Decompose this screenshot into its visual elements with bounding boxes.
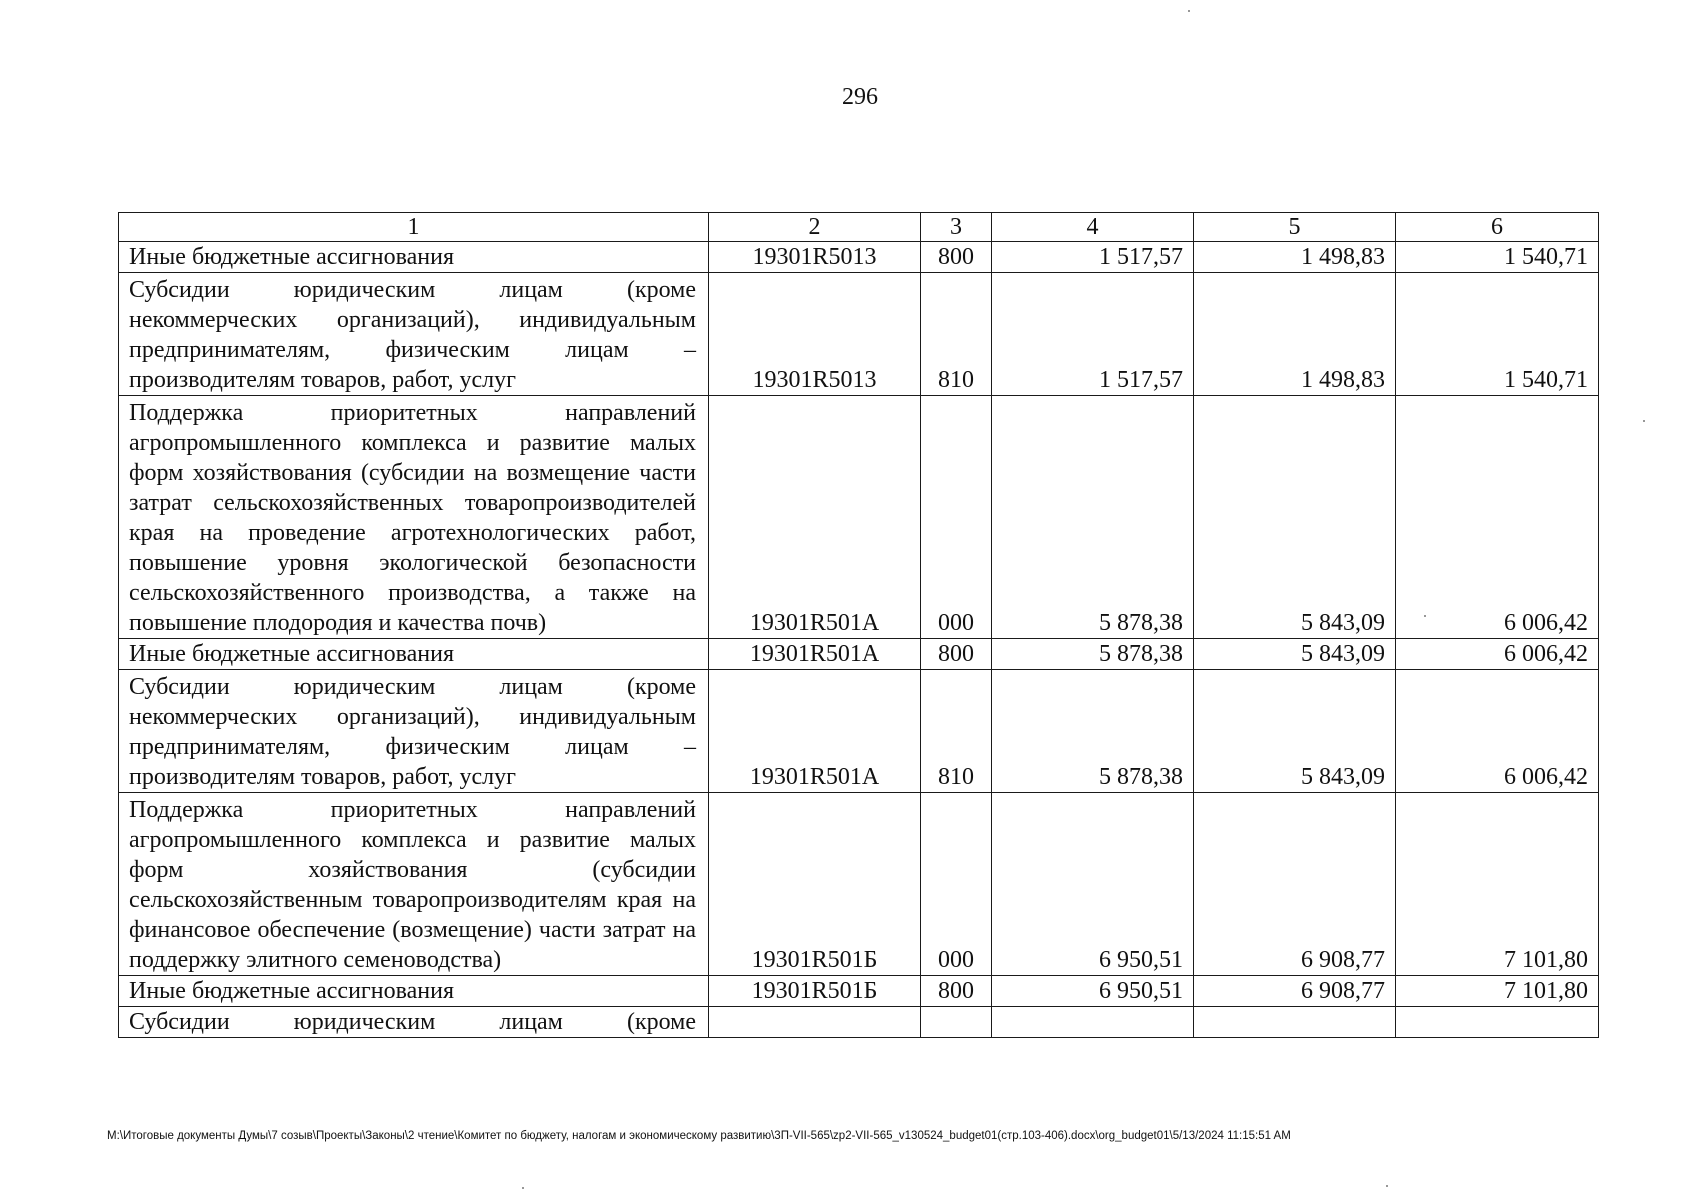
- row-target-code: 19301R501Б: [709, 793, 921, 976]
- scan-speck: [522, 1187, 524, 1189]
- table-row: [119, 670, 1599, 793]
- column-header: 6: [1396, 213, 1599, 242]
- scan-speck: [1643, 420, 1645, 422]
- row-target-code: 19301R5013: [709, 242, 921, 273]
- row-name: Субсидии юридическим лицам (кроме: [119, 1007, 709, 1038]
- table-row: [119, 639, 1599, 670]
- column-header: 3: [921, 213, 992, 242]
- row-amount-col5: 6 908,77: [1194, 793, 1396, 976]
- row-amount-col4: 6 950,51: [992, 793, 1194, 976]
- row-expense-type: 000: [921, 793, 992, 976]
- row-amount-col5: 5 843,09: [1194, 639, 1396, 670]
- row-amount-col6: 1 540,71: [1396, 273, 1599, 396]
- column-header: 1: [119, 213, 709, 242]
- row-amount-col6: 6 006,42: [1396, 396, 1599, 639]
- row-expense-type: 800: [921, 976, 992, 1007]
- row-amount-col6: 1 540,71: [1396, 242, 1599, 273]
- row-name: Субсидии юридическим лицам (кроме некоммерческих организаций), индивидуальным предпринимателям, физическим лицам – производителям товаров, работ, услуг: [119, 273, 709, 396]
- table-row: [119, 273, 1599, 396]
- row-expense-type: 800: [921, 242, 992, 273]
- table-row: [119, 793, 1599, 976]
- row-expense-type: 000: [921, 396, 992, 639]
- row-target-code: 19301R501A: [709, 396, 921, 639]
- document-file-path: M:\Итоговые документы Думы\7 созыв\Проекты\Законы\2 чтение\Комитет по бюджету, налогам и экономическому развитию\3П-VII-565\zp2-VII-565_v130524_budget01(стр.103-406).docx\org_budget01\5/13/2024 11:15:51 AM: [107, 1130, 1291, 1142]
- row-target-code: [709, 1007, 921, 1038]
- row-amount-col4: 6 950,51: [992, 976, 1194, 1007]
- table-row: [119, 242, 1599, 273]
- row-expense-type: [921, 1007, 992, 1038]
- row-amount-col6: 6 006,42: [1396, 670, 1599, 793]
- row-name: Иные бюджетные ассигнования: [119, 242, 709, 273]
- scan-speck: [1386, 1185, 1388, 1187]
- row-expense-type: 800: [921, 639, 992, 670]
- row-target-code: 19301R5013: [709, 273, 921, 396]
- row-amount-col4: 5 878,38: [992, 639, 1194, 670]
- row-name: Иные бюджетные ассигнования: [119, 639, 709, 670]
- row-target-code: 19301R501A: [709, 639, 921, 670]
- row-amount-col4: 1 517,57: [992, 242, 1194, 273]
- row-name: Поддержка приоритетных направлений агропромышленного комплекса и развитие малых форм хозяйствования (субсидии сельскохозяйственным товаропроизводителям края на финансовое обеспечение (возмещение) части затрат на поддержку элитного семеноводства): [119, 793, 709, 976]
- row-amount-col5: [1194, 1007, 1396, 1038]
- table-row: [119, 976, 1599, 1007]
- scan-speck: [1424, 615, 1426, 617]
- column-header: 5: [1194, 213, 1396, 242]
- row-amount-col6: [1396, 1007, 1599, 1038]
- scan-speck: [1188, 10, 1190, 12]
- row-amount-col5: 1 498,83: [1194, 242, 1396, 273]
- row-amount-col6: 7 101,80: [1396, 793, 1599, 976]
- row-amount-col4: 5 878,38: [992, 396, 1194, 639]
- row-name: Субсидии юридическим лицам (кроме некоммерческих организаций), индивидуальным предпринимателям, физическим лицам – производителям товаров, работ, услуг: [119, 670, 709, 793]
- row-amount-col4: 1 517,57: [992, 273, 1194, 396]
- row-amount-col5: 5 843,09: [1194, 670, 1396, 793]
- row-name: Иные бюджетные ассигнования: [119, 976, 709, 1007]
- table-row-partial: [119, 1007, 1599, 1038]
- row-amount-col4: 5 878,38: [992, 670, 1194, 793]
- row-amount-col4: [992, 1007, 1194, 1038]
- row-amount-col5: 6 908,77: [1194, 976, 1396, 1007]
- row-target-code: 19301R501A: [709, 670, 921, 793]
- row-amount-col5: 1 498,83: [1194, 273, 1396, 396]
- column-header: 4: [992, 213, 1194, 242]
- page-number: 296: [842, 84, 878, 110]
- row-amount-col6: 7 101,80: [1396, 976, 1599, 1007]
- column-header: 2: [709, 213, 921, 242]
- row-expense-type: 810: [921, 273, 992, 396]
- row-name: Поддержка приоритетных направлений агропромышленного комплекса и развитие малых форм хозяйствования (субсидии на возмещение части затрат сельскохозяйственных товаропроизводителей края на проведение агротехнологических работ, повышение уровня экологической безопасности сельскохозяйственного производства, а также на повышение плодородия и качества почв): [119, 396, 709, 639]
- row-amount-col6: 6 006,42: [1396, 639, 1599, 670]
- row-amount-col5: 5 843,09: [1194, 396, 1396, 639]
- row-target-code: 19301R501Б: [709, 976, 921, 1007]
- budget-table: [118, 212, 1599, 1038]
- table-row: [119, 396, 1599, 639]
- row-expense-type: 810: [921, 670, 992, 793]
- table-header-row: [119, 213, 1599, 242]
